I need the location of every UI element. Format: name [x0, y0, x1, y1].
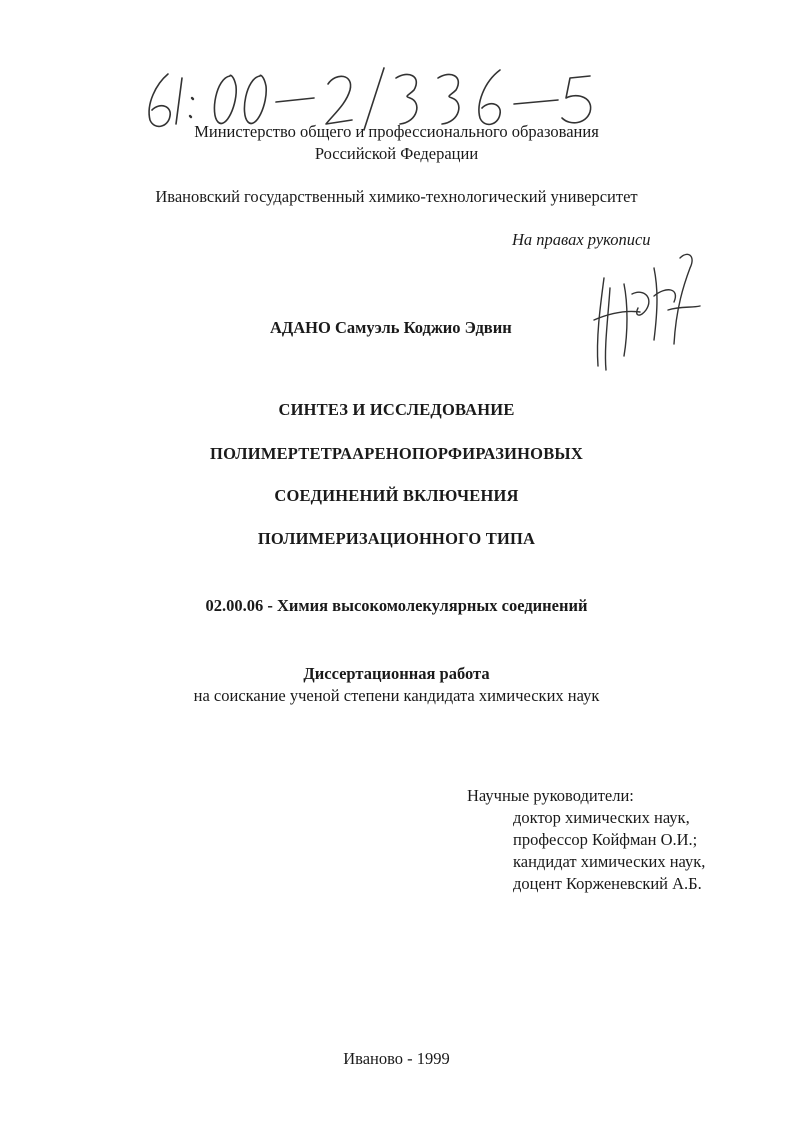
- title-line-3: СОЕДИНЕНИЙ ВКЛЮЧЕНИЯ: [274, 486, 519, 505]
- university-name: Ивановский государственный химико-технологический университет: [155, 187, 638, 206]
- supervisor-line-3: кандидат химических наук,: [513, 852, 706, 871]
- supervisor-line-2: профессор Койфман О.И.;: [513, 830, 698, 849]
- ministry-line-2: Российской Федерации: [314, 144, 479, 163]
- title-line-2: ПОЛИМЕРТЕТРААРЕНОПОРФИРАЗИНОВЫХ: [210, 444, 583, 463]
- city-year: Иваново - 1999: [343, 1049, 450, 1068]
- supervisor-line-1: доктор химических наук,: [513, 808, 690, 827]
- rights-note: На правах рукописи: [512, 230, 651, 249]
- supervisors-heading: Научные руководители:: [467, 786, 634, 805]
- work-type: Диссертационная работа: [303, 664, 490, 683]
- author-name: АДАНО Самуэль Коджио Эдвин: [270, 318, 512, 337]
- specialty: 02.00.06 - Химия высокомолекулярных соединений: [205, 596, 588, 615]
- supervisor-line-4: доцент Корженевский А.Б.: [513, 874, 702, 893]
- signature-image: [584, 248, 704, 378]
- degree-line: на соискание ученой степени кандидата химических наук: [193, 686, 600, 705]
- title-line-1: СИНТЕЗ И ИССЛЕДОВАНИЕ: [278, 400, 515, 419]
- title-line-4: ПОЛИМЕРИЗАЦИОННОГО ТИПА: [257, 529, 536, 548]
- ministry-line-1: Министерство общего и профессионального образования: [194, 122, 599, 141]
